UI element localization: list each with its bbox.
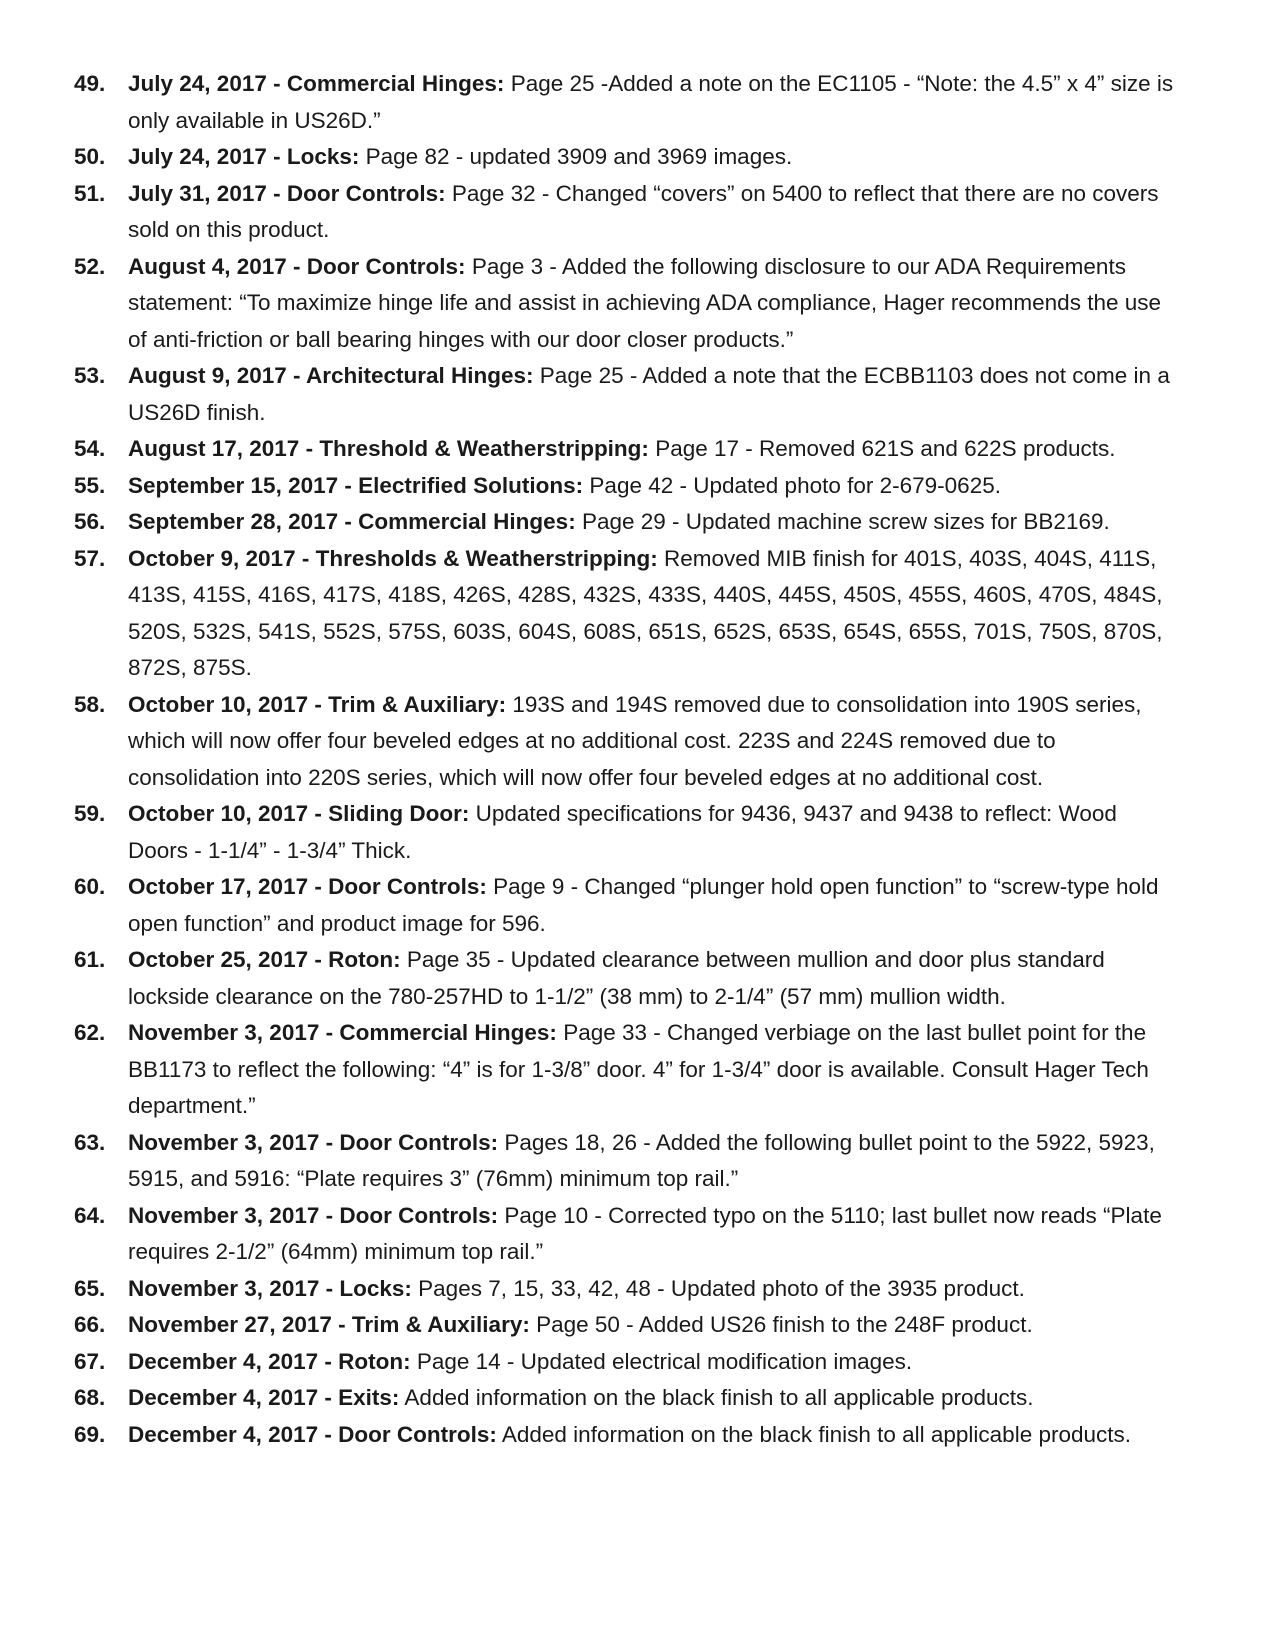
entry-body [128,176,1175,249]
entry-body [128,1015,1175,1125]
entry-heading: July 31, 2017 - Door Controls: [128,180,446,206]
entry-body [128,1198,1175,1271]
revision-list [74,66,1175,1453]
entry-description: Page 25 -Added a note on the EC1105 - “Note: the 4.5” x 4” size is only available in US26D.” [128,71,1174,133]
entry-heading: October 17, 2017 - Door Controls: [128,874,487,899]
entry-description: Page 14 - Updated electrical modification images. [416,1348,913,1374]
entry-number: 54. [74,436,106,461]
entry-number: 64. [74,1202,106,1228]
revision-entry [74,66,1175,139]
entry-description: 193S and 194S removed due to consolidation into 190S series, which will now offer four beveled edges at no additional cost. 223S and 224S removed due to consolidation into 220S series, which will now offer four beveled edges at no additional cost. [128,691,1142,790]
entry-body [128,358,1175,431]
revision-entry [74,541,1175,687]
entry-number: 59. [74,801,106,826]
revision-entry [74,358,1175,431]
entry-heading: November 3, 2017 - Door Controls: [128,1129,499,1155]
revision-entry [74,1417,1175,1454]
revision-entry [74,139,1175,176]
entry-description: Page 32 - Changed “covers” on 5400 to reflect that there are no covers sold on this product. [128,180,1159,242]
revision-entry [74,1015,1175,1125]
entry-number: 50. [74,144,106,169]
revision-entry [74,1344,1175,1381]
entry-number: 63. [74,1129,106,1155]
entry-heading: September 15, 2017 - Electrified Solutions: [128,472,584,498]
entry-description: Page 10 - Corrected typo on the 5110; last bullet now reads “Plate requires 2-1/2” (64mm) minimum top rail.” [128,1202,1162,1264]
entry-heading: July 24, 2017 - Locks: [128,144,360,169]
revision-entry [74,1307,1175,1344]
entry-body [128,66,1175,139]
entry-body [128,1417,1175,1454]
revision-entry [74,468,1175,505]
entry-body [128,1380,1175,1417]
revision-entry [74,796,1175,869]
entry-number: 68. [74,1385,106,1410]
revision-entry [74,431,1175,468]
entry-body [128,687,1175,797]
entry-body [128,942,1175,1015]
entry-number: 66. [74,1312,106,1337]
entry-heading: August 4, 2017 - Door Controls: [128,253,466,279]
entry-description: Page 3 - Added the following disclosure to our ADA Requirements statement: “To maximize hinge life and assist in achieving ADA compliance, Hager recommends the use of anti-friction or ball bearing hinges with our door closer products.” [128,253,1162,352]
entry-body [128,1344,1175,1381]
revision-entry [74,1198,1175,1271]
entry-body [128,1307,1175,1344]
entry-body [128,1271,1175,1308]
entry-heading: October 10, 2017 - Sliding Door: [128,801,470,826]
entry-heading: October 10, 2017 - Trim & Auxiliary: [128,691,507,717]
entry-body [128,504,1175,541]
entry-body [128,139,1175,176]
revision-entry [74,249,1175,359]
revision-entry [74,1271,1175,1308]
entry-body [128,541,1175,687]
entry-heading: October 25, 2017 - Roton: [128,947,401,972]
entry-number: 61. [74,947,106,972]
entry-description: Pages 18, 26 - Added the following bullet point to the 5922, 5923, 5915, and 5916: “Plate requires 3” (76mm) minimum top rail.” [128,1129,1155,1191]
entry-number: 49. [74,71,106,96]
entry-body [128,431,1175,468]
entry-number: 53. [74,363,106,388]
entry-number: 62. [74,1020,106,1045]
revision-entry [74,942,1175,1015]
entry-number: 67. [74,1348,106,1374]
entry-description: Page 33 - Changed verbiage on the last bullet point for the BB1173 to reflect the following: “4” is for 1-3/8” door. 4” for 1-3/4” door is available. Consult Hager Tech department.” [128,1020,1149,1118]
entry-number: 51. [74,180,106,206]
revision-entry [74,504,1175,541]
entry-heading: December 4, 2017 - Exits: [128,1385,400,1410]
entry-number: 69. [74,1421,106,1447]
entry-body [128,796,1175,869]
entry-heading: August 9, 2017 - Architectural Hinges: [128,363,534,388]
entry-heading: August 17, 2017 - Threshold & Weatherstripping: [128,436,649,461]
revision-entry [74,1125,1175,1198]
entry-description: Updated specifications for 9436, 9437 and 9438 to reflect: Wood Doors - 1-1/4” - 1-3/4” Thick. [128,801,1117,863]
entry-description: Added information on the black finish to all applicable products. [501,1421,1132,1447]
revision-entry [74,687,1175,797]
entry-number: 60. [74,874,106,899]
entry-number: 52. [74,253,106,279]
entry-heading: November 3, 2017 - Door Controls: [128,1202,499,1228]
entry-heading: November 27, 2017 - Trim & Auxiliary: [128,1312,530,1337]
entry-description: Page 50 - Added US26 finish to the 248F product. [536,1312,1033,1337]
entry-number: 65. [74,1275,106,1301]
entry-description: Page 35 - Updated clearance between mullion and door plus standard lockside clearance on the 780-257HD to 1-1/2” (38 mm) to 2-1/4” (57 mm) mullion width. [128,947,1105,1009]
entry-number: 57. [74,545,106,571]
entry-description: Page 29 - Updated machine screw sizes for BB2169. [581,509,1110,534]
entry-description: Page 17 - Removed 621S and 622S products. [655,436,1116,461]
revision-entry [74,1380,1175,1417]
entry-number: 55. [74,472,106,498]
entry-heading: September 28, 2017 - Commercial Hinges: [128,509,576,534]
entry-body [128,249,1175,359]
entry-body [128,869,1175,942]
entry-description: Page 25 - Added a note that the ECBB1103 does not come in a US26D finish. [128,363,1170,425]
entry-description: Page 9 - Changed “plunger hold open function” to “screw-type hold open function” and product image for 596. [128,874,1159,936]
entry-description: Added information on the black finish to all applicable products. [404,1385,1034,1410]
entry-body [128,468,1175,505]
revision-entry [74,176,1175,249]
entry-heading: July 24, 2017 - Commercial Hinges: [128,71,505,96]
entry-heading: December 4, 2017 - Door Controls: [128,1421,497,1447]
entry-number: 58. [74,691,106,717]
entry-heading: December 4, 2017 - Roton: [128,1348,411,1374]
entry-description: Page 42 - Updated photo for 2-679-0625. [589,472,1001,498]
entry-body [128,1125,1175,1198]
entry-description: Removed MIB finish for 401S, 403S, 404S, 411S, 413S, 415S, 416S, 417S, 418S, 426S, 428S, 432S, 433S, 440S, 445S, 450S, 455S, 460S, 470S, 484S, 520S, 532S, 541S, 552S, 575S, 603S, 604S, 608S, 651S, 652S, 653S, 654S, 655S, 701S, 750S, 870S, 872S, 875S. [128,545,1163,680]
entry-description: Pages 7, 15, 33, 42, 48 - Updated photo of the 3935 product. [418,1275,1025,1301]
revision-entry [74,869,1175,942]
entry-number: 56. [74,509,106,534]
entry-heading: October 9, 2017 - Thresholds & Weatherstripping: [128,545,658,571]
entry-description: Page 82 - updated 3909 and 3969 images. [365,144,793,169]
entry-heading: November 3, 2017 - Locks: [128,1275,412,1301]
entry-heading: November 3, 2017 - Commercial Hinges: [128,1020,557,1045]
